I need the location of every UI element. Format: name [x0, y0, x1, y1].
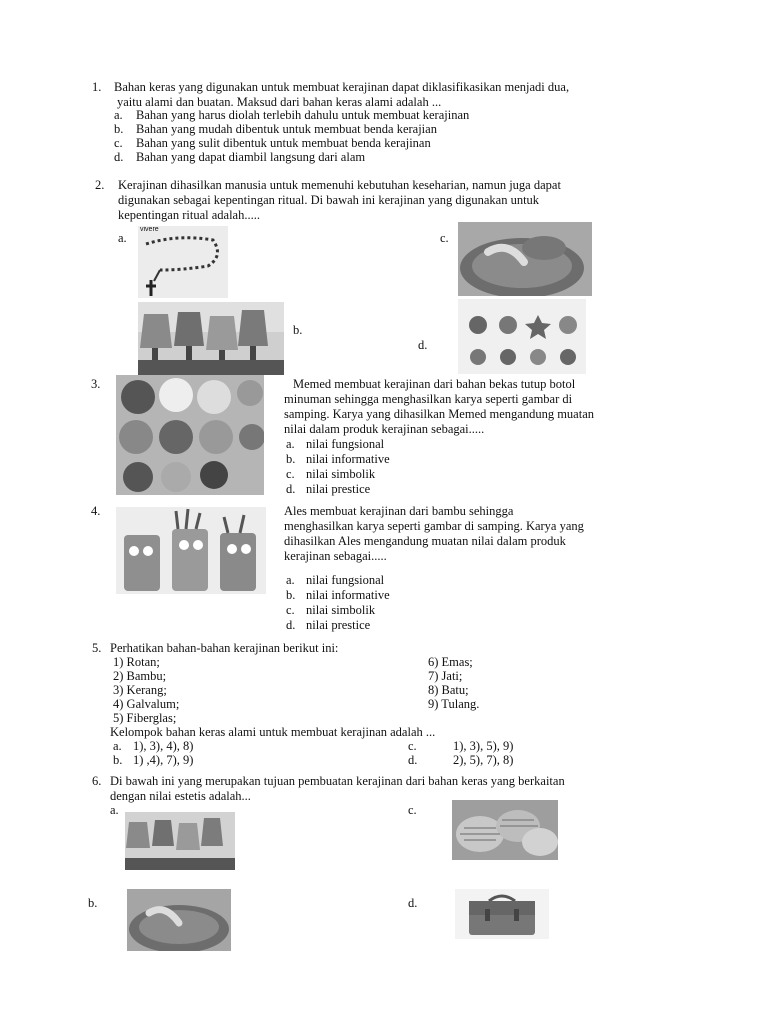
q6-pottery-image	[127, 889, 231, 951]
q1-option-d-text: Bahan yang dapat diambil langsung dari alam	[136, 150, 366, 164]
bottle-caps-image	[116, 375, 264, 495]
q6-label-b: b.	[88, 896, 98, 910]
q3-line-4: nilai dalam produk kerajinan sebagai.....	[284, 422, 485, 436]
q4-option-b-letter: b.	[286, 588, 296, 602]
clay-pottery-image	[458, 222, 592, 296]
bamboo-holders-image	[116, 507, 266, 594]
q3-option-d-letter: d.	[286, 482, 296, 496]
q6-label-d: d.	[408, 896, 418, 910]
q2-number: 2.	[95, 178, 105, 192]
woven-baskets-image	[452, 800, 558, 860]
q4-number: 4.	[91, 504, 101, 518]
q3-option-b-letter: b.	[286, 452, 296, 466]
rosary-image-watermark: vivere	[140, 226, 159, 233]
q1-option-c-letter: c.	[114, 136, 123, 150]
q2-line-3: kepentingan ritual adalah.....	[118, 208, 260, 222]
q2-label-a: a.	[118, 231, 127, 245]
q5-option-d-text: 2), 5), 7), 8)	[453, 753, 514, 767]
q5-option-a-letter: a.	[113, 739, 122, 753]
q4-line-3: dihasilkan Ales mengandung muatan nilai dalam produk	[284, 534, 566, 548]
q3-option-a-letter: a.	[286, 437, 295, 451]
q1-option-d-letter: d.	[114, 150, 124, 164]
q3-option-b-text: nilai informative	[306, 452, 390, 466]
q5-intro: Perhatikan bahan-bahan kerajinan berikut ini:	[110, 641, 339, 655]
q5-option-c-text: 1), 3), 5), 9)	[453, 739, 514, 753]
q4-line-4: kerajinan sebagai.....	[284, 549, 387, 563]
q2-label-c: c.	[440, 231, 449, 245]
q5-option-b-text: 1) ,4), 7), 9)	[133, 753, 194, 767]
q3-line-3: samping. Karya yang dihasilkan Memed mengandung muatan	[284, 407, 594, 421]
q5-item-1: 1) Rotan;	[113, 655, 160, 669]
q5-option-a-text: 1), 3), 4), 8)	[133, 739, 194, 753]
q5-item-5: 5) Fiberglas;	[113, 711, 177, 725]
q3-number: 3.	[91, 377, 101, 391]
q5-item-8: 8) Batu;	[428, 683, 469, 697]
q3-line-2: minuman sehingga menghasilkan karya seperti gambar di	[284, 392, 573, 406]
q6-label-c: c.	[408, 803, 417, 817]
q5-item-2: 2) Bambu;	[113, 669, 167, 683]
q3-option-a-text: nilai fungsional	[306, 437, 385, 451]
q6-line-1: Di bawah ini yang merupakan tujuan pembuatan kerajinan dari bahan keras yang berkaitan	[110, 774, 565, 788]
q4-option-a-letter: a.	[286, 573, 295, 587]
q5-item-3: 3) Kerang;	[113, 683, 167, 697]
q1-option-b-letter: b.	[114, 122, 124, 136]
q1-line-1: Bahan keras yang digunakan untuk membuat kerajinan dapat diklasifikasikan menjadi dua,	[114, 80, 570, 94]
q2-line-1: Kerajinan dihasilkan manusia untuk memenuhi kebutuhan keseharian, namun juga dapat	[118, 178, 561, 192]
q2-label-d: d.	[418, 338, 428, 352]
q6-lamps-image	[125, 812, 235, 870]
q3-option-c-text: nilai simbolik	[306, 467, 376, 481]
q4-option-d-letter: d.	[286, 618, 296, 632]
q6-label-a: a.	[110, 803, 119, 817]
q4-option-d-text: nilai prestice	[306, 618, 371, 632]
leather-bag-image	[455, 889, 549, 939]
q3-line-1: Memed membuat kerajinan dari bahan bekas tutup botol	[293, 377, 576, 391]
q5-option-c-letter: c.	[408, 739, 417, 753]
q3-option-c-letter: c.	[286, 467, 295, 481]
q4-option-c-letter: c.	[286, 603, 295, 617]
q5-option-d-letter: d.	[408, 753, 418, 767]
q1-line-2: yaitu alami dan buatan. Maksud dari bahan keras alami adalah ...	[117, 95, 442, 109]
q4-line-2: menghasilkan karya seperti gambar di samping. Karya yang	[284, 519, 584, 533]
q6-number: 6.	[92, 774, 102, 788]
q1-option-b-text: Bahan yang mudah dibentuk untuk membuat benda kerajian	[136, 122, 437, 136]
q5-item-4: 4) Galvalum;	[113, 697, 180, 711]
q1-option-c-text: Bahan yang sulit dibentuk untuk membuat benda kerajinan	[136, 136, 431, 150]
q5-question: Kelompok bahan keras alami untuk membuat kerajinan adalah ...	[110, 725, 436, 739]
q4-option-b-text: nilai informative	[306, 588, 390, 602]
q5-item-9: 9) Tulang.	[428, 697, 480, 711]
q2-line-2: digunakan sebagai kepentingan ritual. Di bawah ini kerajinan yang digunakan untuk	[118, 193, 540, 207]
keychains-image	[458, 299, 586, 374]
q6-line-2: dengan nilai estetis adalah...	[110, 789, 251, 803]
q1-option-a-letter: a.	[114, 108, 123, 122]
lamps-image	[138, 302, 284, 375]
q4-line-1: Ales membuat kerajinan dari bambu sehingga	[284, 504, 514, 518]
q2-label-b: b.	[293, 323, 303, 337]
q3-option-d-text: nilai prestice	[306, 482, 371, 496]
rosary-image	[138, 226, 228, 298]
q5-option-b-letter: b.	[113, 753, 123, 767]
q4-option-c-text: nilai simbolik	[306, 603, 376, 617]
q5-item-6: 6) Emas;	[428, 655, 473, 669]
q5-number: 5.	[92, 641, 102, 655]
q1-number: 1.	[92, 80, 102, 94]
q5-item-7: 7) Jati;	[428, 669, 463, 683]
q4-option-a-text: nilai fungsional	[306, 573, 385, 587]
q1-option-a-text: Bahan yang harus diolah terlebih dahulu untuk membuat kerajinan	[136, 108, 470, 122]
